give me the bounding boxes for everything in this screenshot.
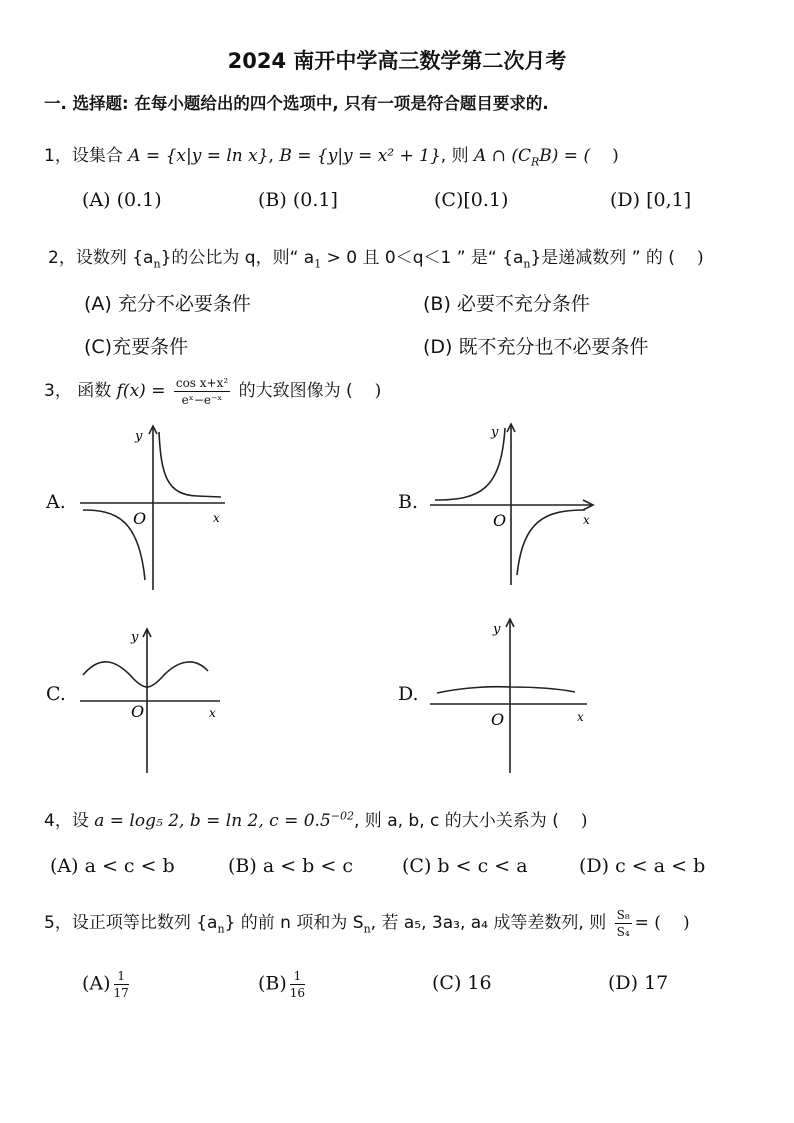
question-3: 3， 函数 f(x) = $\frac{\text{cos x+x²}}{\text{eˣ−e⁻ˣ}}$ 的大致图像为 ( ) (44, 376, 382, 407)
graph-a-curve-right (159, 432, 221, 497)
graph-a-y-label: y (135, 429, 143, 444)
q4-option-b[interactable]: (B) a < b < c (228, 855, 353, 877)
graph-label-a[interactable]: A. (46, 491, 66, 513)
section-heading: 一. 选择题: 在每小题给出的四个选项中, 只有一项是符合题目要求的. (44, 94, 549, 113)
graph-c-x-label: x (209, 706, 216, 720)
page-title: 2024 南开中学高三数学第二次月考 (227, 49, 567, 73)
question-4: 4，设 a = log₅ 2, b = ln 2, $c = 0.5^{-02}$, 则 a, b, c 的大小关系为 ( ) (44, 809, 588, 831)
q5-option-b[interactable]: (B) $\frac{1}{16}$ (258, 969, 306, 1000)
graph-label-d[interactable]: D. (398, 683, 419, 705)
q3-fraction: $\frac{\text{cos x+x²}}{\text{eˣ−e⁻ˣ}}$ (175, 376, 229, 407)
q1-number: 1， (44, 146, 72, 166)
q1-option-d[interactable]: (D) [0,1] (610, 189, 692, 211)
graph-b-x-label: x (583, 513, 590, 527)
q4-option-a[interactable]: (A) a < c < b (50, 855, 175, 877)
q4-expr: a = log₅ 2, b = ln 2, $c = 0.5^{-02}$ (94, 809, 354, 831)
q1-text-mid: , 则 (440, 146, 469, 166)
graph-c-origin: O (131, 702, 145, 721)
graph-d (425, 615, 595, 775)
q1-option-c[interactable]: (C)[0.1) (434, 189, 509, 211)
graph-b-origin: O (493, 511, 507, 530)
q1-option-a[interactable]: (A) (0.1) (82, 189, 162, 211)
graph-label-c[interactable]: C. (46, 683, 66, 705)
graph-c-y-label: y (131, 630, 139, 645)
q1-text: 设集合 (71, 146, 123, 166)
q4-option-c[interactable]: (C) b < c < a (402, 855, 528, 877)
question-2: 2，设数列 $\{a_n\}$的公比为 q，则“ $a_1 > 0$ 且 0＜q＜1 ” 是“ $\{a_n\}$是递减数列 ” 的 ( ) (48, 248, 704, 271)
q5-fraction: $\frac{\text{S₈}}{\text{S₄}}$ (616, 908, 630, 939)
q1-set-b: B = {y|y = x² + 1} (279, 146, 441, 166)
graph-b-curve-right (517, 510, 585, 575)
question-5: 5，设正项等比数列 $\{a_n\}$ 的前 n 项和为 $S_n$, 若 a₅, 3a₃, a₄ 成等差数列, 则 $\frac{\text{S₈}}{\text{S₄}}$ = ( ) (44, 908, 690, 939)
graph-label-b[interactable]: B. (398, 491, 419, 513)
graph-a-origin: O (133, 509, 147, 528)
graph-a (75, 420, 235, 595)
graph-d-curve (437, 687, 575, 693)
graph-a-x-label: x (213, 511, 220, 525)
graph-c-curve (83, 662, 208, 687)
q2-option-a[interactable]: (A) 充分不必要条件 (84, 293, 251, 315)
graph-d-x-label: x (577, 710, 584, 724)
q5-option-c[interactable]: (C) 16 (432, 972, 492, 994)
graph-b-y-label: y (491, 425, 499, 440)
question-1: 1，设集合 A = {x|y = ln x}, B = {y|y = x² + 1}, 则 A ∩ $(C_RB)$ = ( ) (44, 146, 619, 169)
graph-d-y-label: y (493, 622, 501, 637)
graph-c (75, 625, 225, 775)
graph-d-origin: O (491, 710, 505, 729)
q1-option-b[interactable]: (B) (0.1] (258, 189, 338, 211)
q2-option-c[interactable]: (C)充要条件 (84, 336, 189, 358)
q2-option-d[interactable]: (D) 既不充分也不必要条件 (423, 336, 649, 358)
q1-set-a: A = {x|y = ln x} (128, 146, 269, 166)
q5-option-a[interactable]: (A) $\frac{1}{17}$ (82, 969, 129, 1000)
q1-expr: A ∩ $(C_RB)$ = ( (474, 146, 591, 169)
graph-b (425, 420, 600, 590)
q2-option-b[interactable]: (B) 必要不充分条件 (423, 293, 590, 315)
q4-option-d[interactable]: (D) c < a < b (579, 855, 706, 877)
q3-function: f(x) = (116, 381, 166, 401)
q5-option-d[interactable]: (D) 17 (608, 972, 669, 994)
q1-close-paren: ) (612, 146, 619, 166)
